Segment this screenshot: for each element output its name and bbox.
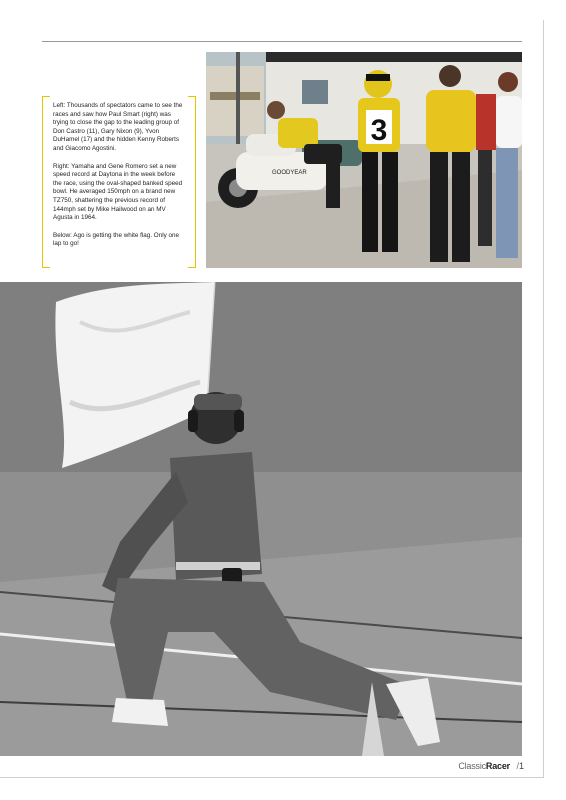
caption-right: Right: Yamaha and Gene Romero set a new speed record at Daytona in the week before the race, using the oval-shaped banked speed bowl. He averaged 150mph on a brand new TZ750, shattering the previous record of 144mph set by Mike Hailwood on an MV Agusta in 1964.: [53, 162, 183, 222]
top-rule: [42, 41, 522, 42]
caption-left: Left: Thousands of spectators came to see the races and saw how Paul Smart (right) was trying to close the gap to the leading group of Don Castro (11), Gary Nixon (9), Yvon DuHamel (17) and the hidden Kenny Roberts and Giacomo Agostini.: [53, 102, 183, 152]
page-footer: [458, 761, 524, 771]
footer-separator: /: [516, 761, 519, 771]
caption-below: Below: Ago is getting the white flag. Only one lap to go!: [53, 231, 180, 248]
page-number: 1: [518, 761, 524, 771]
magazine-brand-racer: Racer: [485, 761, 510, 771]
magazine-brand-classic: Classic: [458, 761, 486, 771]
bike-sponsor-text: GOODYEAR: [272, 170, 307, 176]
photo-white-flag: [0, 282, 522, 756]
photo-pit-lane: [206, 52, 522, 268]
rider-number: 3: [370, 114, 388, 147]
caption-bracket-right: [188, 96, 196, 268]
caption-text: [53, 102, 185, 258]
caption-box: [42, 96, 196, 268]
caption-bracket-left: [42, 96, 50, 268]
